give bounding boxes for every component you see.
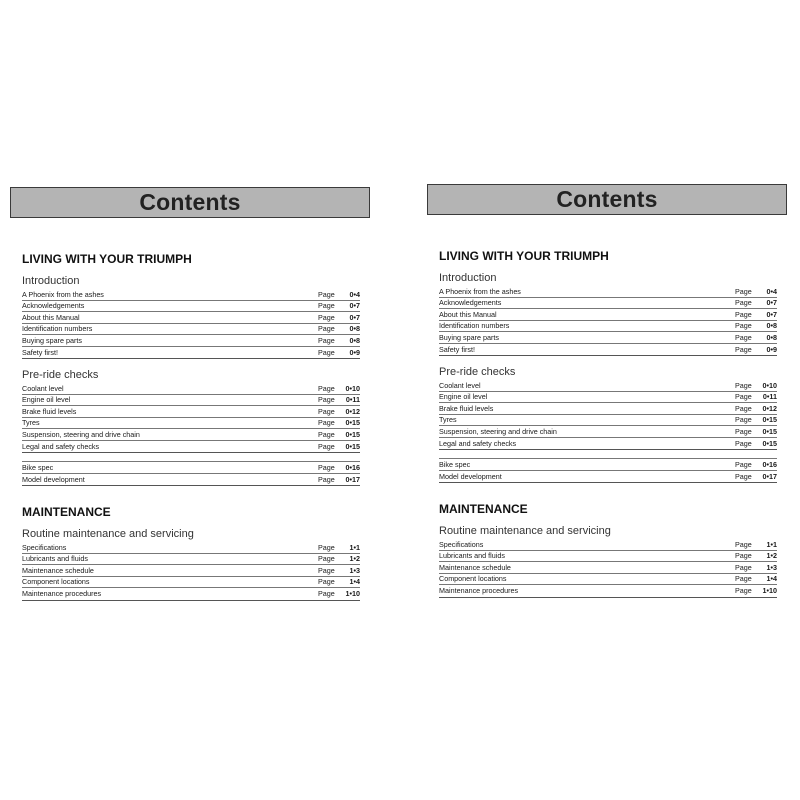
- toc-page-number: 0•15: [762, 438, 777, 448]
- section-title-pre-ride: Pre-ride checks: [439, 366, 516, 378]
- toc-page-word: Page: [318, 554, 335, 564]
- toc-page-number: 0•4: [349, 289, 360, 299]
- toc-entry-label: Maintenance procedures: [22, 589, 102, 599]
- toc-row[interactable]: [439, 539, 777, 551]
- toc-list-routine: [439, 539, 777, 598]
- toc-list-bike: [439, 458, 777, 483]
- toc-page-word: Page: [318, 542, 335, 552]
- toc-entry-label: A Phoenix from the ashes: [439, 286, 521, 296]
- toc-page-word: Page: [318, 577, 335, 587]
- toc-page-word: Page: [735, 403, 752, 413]
- toc-entry-label: Brake fluid levels: [439, 403, 494, 413]
- toc-entry-label: Tyres: [22, 418, 40, 428]
- toc-entry-label: Identification numbers: [22, 324, 93, 334]
- toc-page-word: Page: [735, 551, 752, 561]
- toc-list-intro: [439, 286, 777, 356]
- toc-row[interactable]: [439, 471, 777, 483]
- toc-row[interactable]: [22, 406, 360, 418]
- toc-list-intro: [22, 289, 360, 359]
- toc-page-number: 0•8: [766, 332, 777, 342]
- toc-row[interactable]: [22, 588, 360, 600]
- toc-page-word: Page: [318, 565, 335, 575]
- toc-page-word: Page: [318, 324, 335, 334]
- toc-page-number: 0•11: [345, 395, 360, 405]
- toc-row[interactable]: [439, 574, 777, 586]
- toc-entry-label: Coolant level: [22, 383, 64, 393]
- toc-page-number: 0•10: [345, 383, 360, 393]
- toc-row[interactable]: [22, 577, 360, 589]
- toc-row[interactable]: [22, 347, 360, 359]
- toc-row[interactable]: [439, 392, 777, 404]
- toc-page-number: 0•8: [766, 321, 777, 331]
- toc-row[interactable]: [439, 551, 777, 563]
- toc-list-preride: [439, 380, 777, 450]
- toc-row[interactable]: [22, 335, 360, 347]
- toc-page-word: Page: [318, 383, 335, 393]
- toc-page-number: 0•8: [349, 324, 360, 334]
- toc-page-word: Page: [735, 426, 752, 436]
- toc-row[interactable]: [22, 324, 360, 336]
- toc-row[interactable]: [22, 418, 360, 430]
- toc-row[interactable]: [439, 403, 777, 415]
- toc-row[interactable]: [439, 562, 777, 574]
- toc-row[interactable]: [22, 462, 360, 474]
- toc-page-number: 0•15: [762, 415, 777, 425]
- toc-page-word: Page: [735, 415, 752, 425]
- toc-page-word: Page: [735, 539, 752, 549]
- toc-page-number: 0•10: [762, 380, 777, 390]
- toc-row[interactable]: [439, 426, 777, 438]
- toc-row[interactable]: [439, 380, 777, 392]
- toc-page-number: 0•17: [762, 471, 777, 481]
- toc-list-routine: [22, 542, 360, 601]
- toc-page-number: 0•7: [349, 312, 360, 322]
- toc-entry-label: A Phoenix from the ashes: [22, 289, 104, 299]
- toc-page-word: Page: [735, 471, 752, 481]
- toc-page-number: 1•1: [766, 539, 777, 549]
- toc-page-word: Page: [735, 298, 752, 308]
- toc-page-number: 1•4: [766, 574, 777, 584]
- toc-entry-label: Brake fluid levels: [22, 406, 77, 416]
- toc-page-number: 0•11: [762, 392, 777, 402]
- contents-banner: [427, 184, 787, 215]
- part-title-living: LIVING WITH YOUR TRIUMPH: [22, 252, 192, 266]
- toc-entry-label: Safety first!: [439, 344, 475, 354]
- toc-row[interactable]: [439, 332, 777, 344]
- toc-page-word: Page: [735, 344, 752, 354]
- toc-entry-label: Lubricants and fluids: [22, 554, 88, 564]
- toc-page-word: Page: [318, 441, 335, 451]
- toc-page-word: Page: [735, 392, 752, 402]
- section-title-introduction: Introduction: [439, 272, 497, 284]
- toc-row[interactable]: [22, 474, 360, 486]
- toc-page-word: Page: [735, 380, 752, 390]
- toc-row[interactable]: [22, 301, 360, 313]
- toc-page-number: 0•12: [345, 406, 360, 416]
- toc-entry-label: Component locations: [22, 577, 90, 587]
- toc-entry-label: Model development: [22, 474, 85, 484]
- toc-entry-label: Engine oil level: [22, 395, 71, 405]
- toc-page-word: Page: [318, 429, 335, 439]
- toc-page-number: 0•15: [762, 426, 777, 436]
- section-title-pre-ride: Pre-ride checks: [22, 369, 99, 381]
- toc-list-bike: [22, 461, 360, 486]
- part-title-maintenance: MAINTENANCE: [439, 502, 528, 516]
- toc-entry-label: Maintenance procedures: [439, 586, 519, 596]
- contents-title: Contents: [556, 186, 658, 212]
- toc-page-word: Page: [735, 332, 752, 342]
- toc-row[interactable]: [439, 344, 777, 356]
- toc-entry-label: Maintenance schedule: [22, 565, 94, 575]
- toc-row[interactable]: [439, 321, 777, 333]
- section-title-introduction: Introduction: [22, 275, 80, 287]
- toc-page-word: Page: [735, 586, 752, 596]
- toc-row[interactable]: [22, 554, 360, 566]
- toc-row[interactable]: [439, 298, 777, 310]
- toc-page-number: 1•2: [349, 554, 360, 564]
- toc-entry-label: Legal and safety checks: [22, 441, 100, 451]
- toc-entry-label: Lubricants and fluids: [439, 551, 505, 561]
- toc-row[interactable]: [22, 441, 360, 453]
- contents-title: Contents: [139, 189, 241, 215]
- toc-list-preride: [22, 383, 360, 453]
- toc-page-number: 0•16: [762, 459, 777, 469]
- section-title-routine: Routine maintenance and servicing: [439, 525, 611, 537]
- toc-entry-label: Acknowledgements: [22, 301, 85, 311]
- toc-row[interactable]: [22, 289, 360, 301]
- toc-page-number: 1•3: [766, 562, 777, 572]
- toc-row[interactable]: [439, 415, 777, 427]
- toc-page-number: 0•8: [349, 335, 360, 345]
- toc-page-number: 0•4: [766, 286, 777, 296]
- toc-page-number: 1•1: [349, 542, 360, 552]
- toc-page-number: 0•17: [345, 474, 360, 484]
- toc-row[interactable]: [22, 542, 360, 554]
- toc-entry-label: Engine oil level: [439, 392, 488, 402]
- toc-row[interactable]: [439, 309, 777, 321]
- toc-row[interactable]: [22, 383, 360, 395]
- toc-page-number: 0•9: [766, 344, 777, 354]
- toc-entry-label: Specifications: [439, 539, 484, 549]
- toc-page-number: 0•7: [766, 298, 777, 308]
- toc-entry-label: Model development: [439, 471, 502, 481]
- toc-entry-label: Buying spare parts: [22, 335, 82, 345]
- toc-page-number: 0•7: [766, 309, 777, 319]
- toc-entry-label: Identification numbers: [439, 321, 510, 331]
- toc-entry-label: Maintenance schedule: [439, 562, 511, 572]
- toc-page-word: Page: [318, 312, 335, 322]
- toc-page-number: 0•15: [345, 441, 360, 451]
- toc-entry-label: Suspension, steering and drive chain: [22, 429, 140, 439]
- toc-page-word: Page: [735, 574, 752, 584]
- toc-page-number: 0•15: [345, 418, 360, 428]
- toc-row[interactable]: [439, 585, 777, 597]
- toc-page-number: 1•4: [349, 577, 360, 587]
- toc-page-word: Page: [318, 395, 335, 405]
- toc-page-word: Page: [318, 301, 335, 311]
- toc-page-word: Page: [318, 462, 335, 472]
- toc-page-number: 1•10: [762, 586, 777, 596]
- toc-row[interactable]: [22, 565, 360, 577]
- toc-entry-label: Bike spec: [439, 459, 471, 469]
- contents-panel-right: [427, 184, 787, 598]
- toc-entry-label: Tyres: [439, 415, 457, 425]
- part-title-living: LIVING WITH YOUR TRIUMPH: [439, 249, 609, 263]
- toc-row[interactable]: [439, 459, 777, 471]
- toc-entry-label: Buying spare parts: [439, 332, 499, 342]
- toc-page-number: 0•15: [345, 429, 360, 439]
- toc-page-word: Page: [318, 474, 335, 484]
- toc-entry-label: Legal and safety checks: [439, 438, 517, 448]
- toc-entry-label: Safety first!: [22, 347, 58, 357]
- toc-row[interactable]: [22, 312, 360, 324]
- toc-page-word: Page: [318, 335, 335, 345]
- toc-page-word: Page: [735, 321, 752, 331]
- toc-page-number: 1•2: [766, 551, 777, 561]
- toc-page-word: Page: [735, 438, 752, 448]
- toc-page-word: Page: [318, 289, 335, 299]
- toc-entry-label: Suspension, steering and drive chain: [439, 426, 557, 436]
- toc-entry-label: Bike spec: [22, 462, 54, 472]
- toc-row[interactable]: [439, 438, 777, 450]
- toc-page-word: Page: [735, 286, 752, 296]
- toc-entry-label: Acknowledgements: [439, 298, 502, 308]
- toc-page-word: Page: [318, 589, 335, 599]
- toc-page-word: Page: [318, 418, 335, 428]
- toc-entry-label: Coolant level: [439, 380, 481, 390]
- toc-entry-label: Specifications: [22, 542, 67, 552]
- contents-panel-left: [10, 187, 370, 601]
- toc-page-number: 0•7: [349, 301, 360, 311]
- section-title-routine: Routine maintenance and servicing: [22, 528, 194, 540]
- toc-page-number: 0•16: [345, 462, 360, 472]
- contents-banner: [10, 187, 370, 218]
- toc-entry-label: Component locations: [439, 574, 507, 584]
- toc-page-word: Page: [318, 406, 335, 416]
- toc-page-word: Page: [735, 309, 752, 319]
- toc-page-number: 0•12: [762, 403, 777, 413]
- toc-page-word: Page: [735, 562, 752, 572]
- toc-entry-label: About this Manual: [439, 309, 497, 319]
- toc-page-number: 1•3: [349, 565, 360, 575]
- toc-row[interactable]: [22, 429, 360, 441]
- toc-page-number: 0•9: [349, 347, 360, 357]
- toc-row[interactable]: [22, 395, 360, 407]
- toc-page-word: Page: [318, 347, 335, 357]
- toc-page-number: 1•10: [345, 589, 360, 599]
- toc-page-word: Page: [735, 459, 752, 469]
- part-title-maintenance: MAINTENANCE: [22, 505, 111, 519]
- toc-row[interactable]: [439, 286, 777, 298]
- toc-entry-label: About this Manual: [22, 312, 80, 322]
